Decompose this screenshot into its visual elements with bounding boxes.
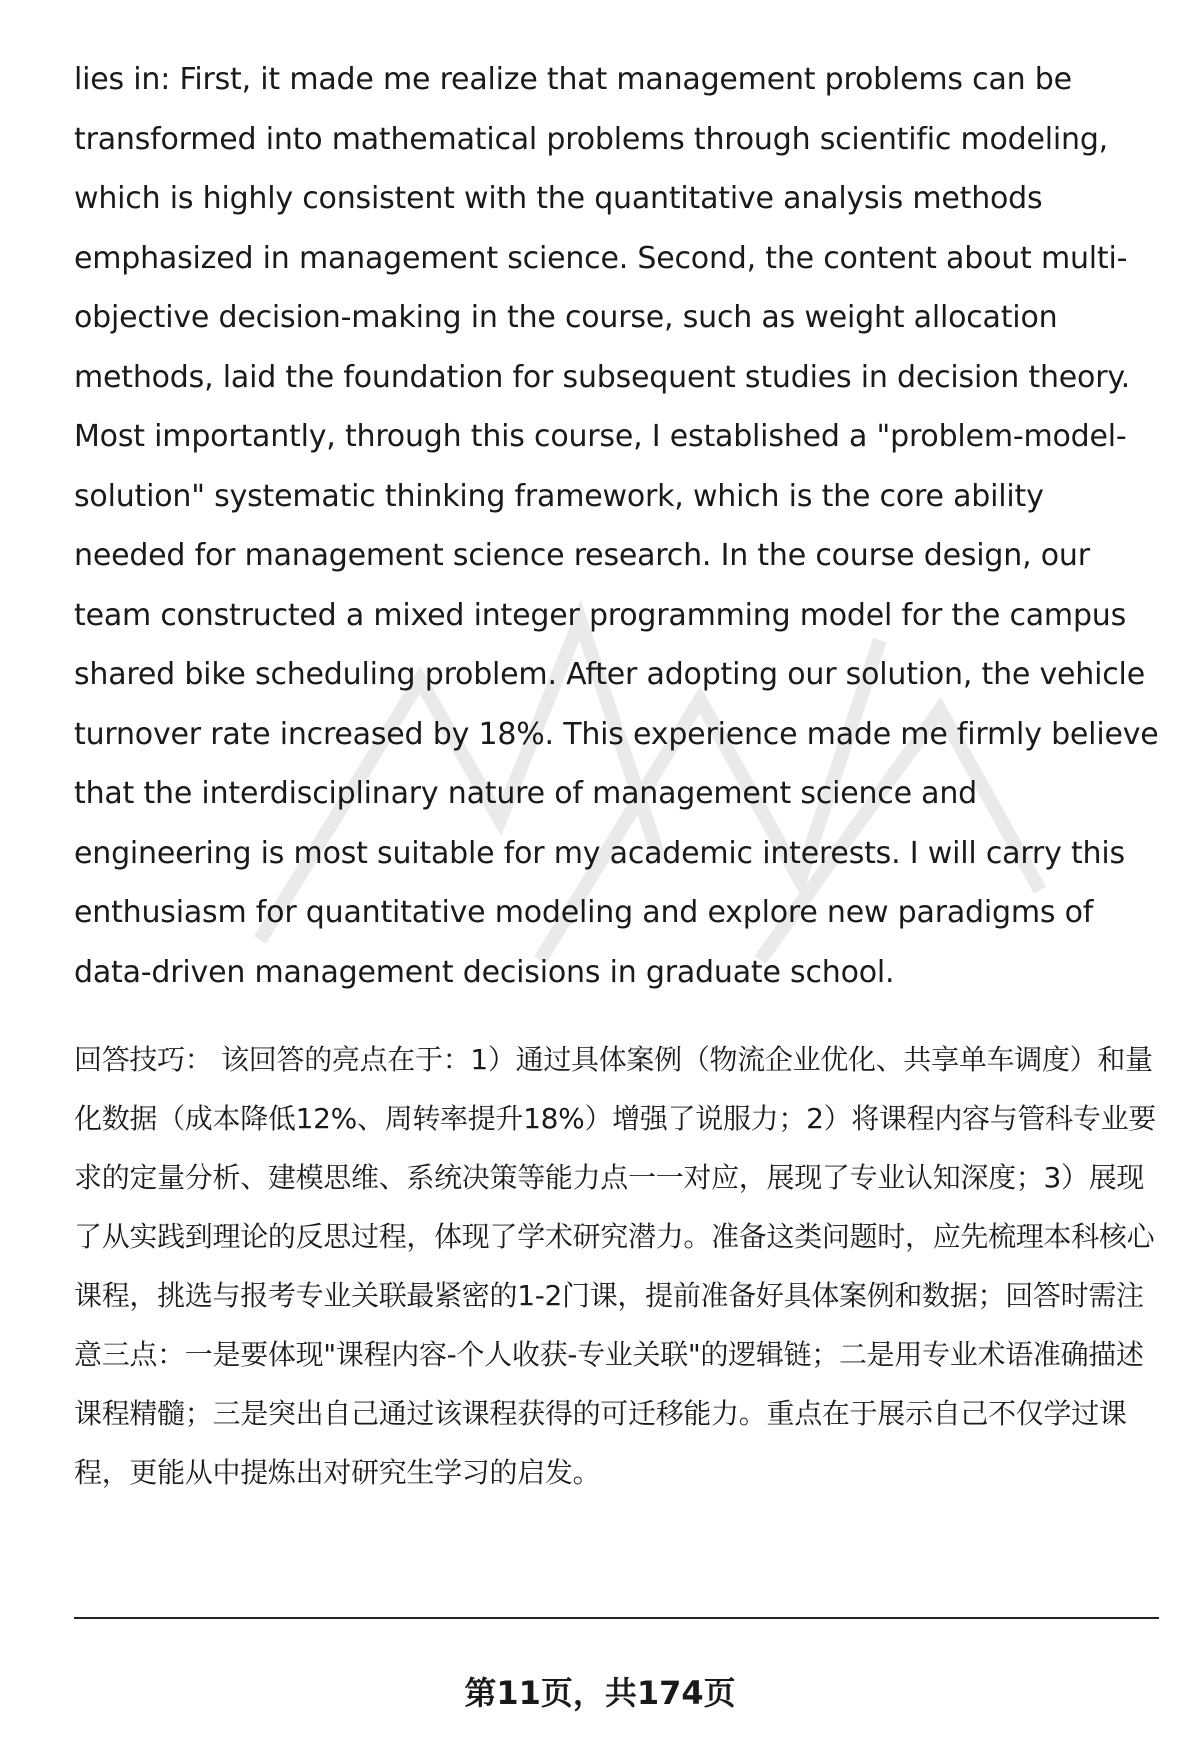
answer-tips-paragraph: 回答技巧： 该回答的亮点在于：1）通过具体案例（物流企业优化、共享单车调度）和量化数据（成本降低12%、周转率提升18%）增强了说服力；2）将课程内容与管科专业要求的定量分析、建模思维、系统决策等能力点一一对应，展现了专业认知深度；3）展现了从实践到理论的反思过程，体现了学术研究潜力。准备这类问题时，应先梳理本科核心课程，挑选与报考专业关联最紧密的1-2门课，提前准备好具体案例和数据；回答时需注意三点：一是要体现"课程内容-个人收获-专业关联"的逻辑链；二是用专业术语准确描述课程精髓；三是突出自己通过该课程获得的可迁移能力。重点在于展示自己不仅学过课程，更能从中提炼出对研究生学习的启发。 [74,1043,1156,1489]
answer-paragraph: lies in: First, it made me realize that management problems can be transformed into mathematical problems through scientific modeling, which is highly consistent with the quantitative analysis methods emphasized in management science. Second, the content about multi-objective decision-making in the course, such as weight allocation methods, laid the foundation for subsequent studies in decision theory. Most importantly, through this course, I established a "problem-model-solution" systematic thinking framework, which is the core ability needed for management science research. In the course design, our team constructed a mixed integer programming model for the campus shared bike scheduling problem. After adopting our solution, the vehicle turnover rate increased by 18%. This experience made me firmly believe that the interdisciplinary nature of management science and engineering is most suitable for my academic interests. I will carry this enthusiasm for quantitative modeling and explore new paradigms of data-driven management decisions in graduate school. [74,62,1159,990]
document-body [74,50,1159,1502]
footer-divider [74,1617,1159,1619]
page-number: 第11页，共174页 [464,1674,736,1712]
